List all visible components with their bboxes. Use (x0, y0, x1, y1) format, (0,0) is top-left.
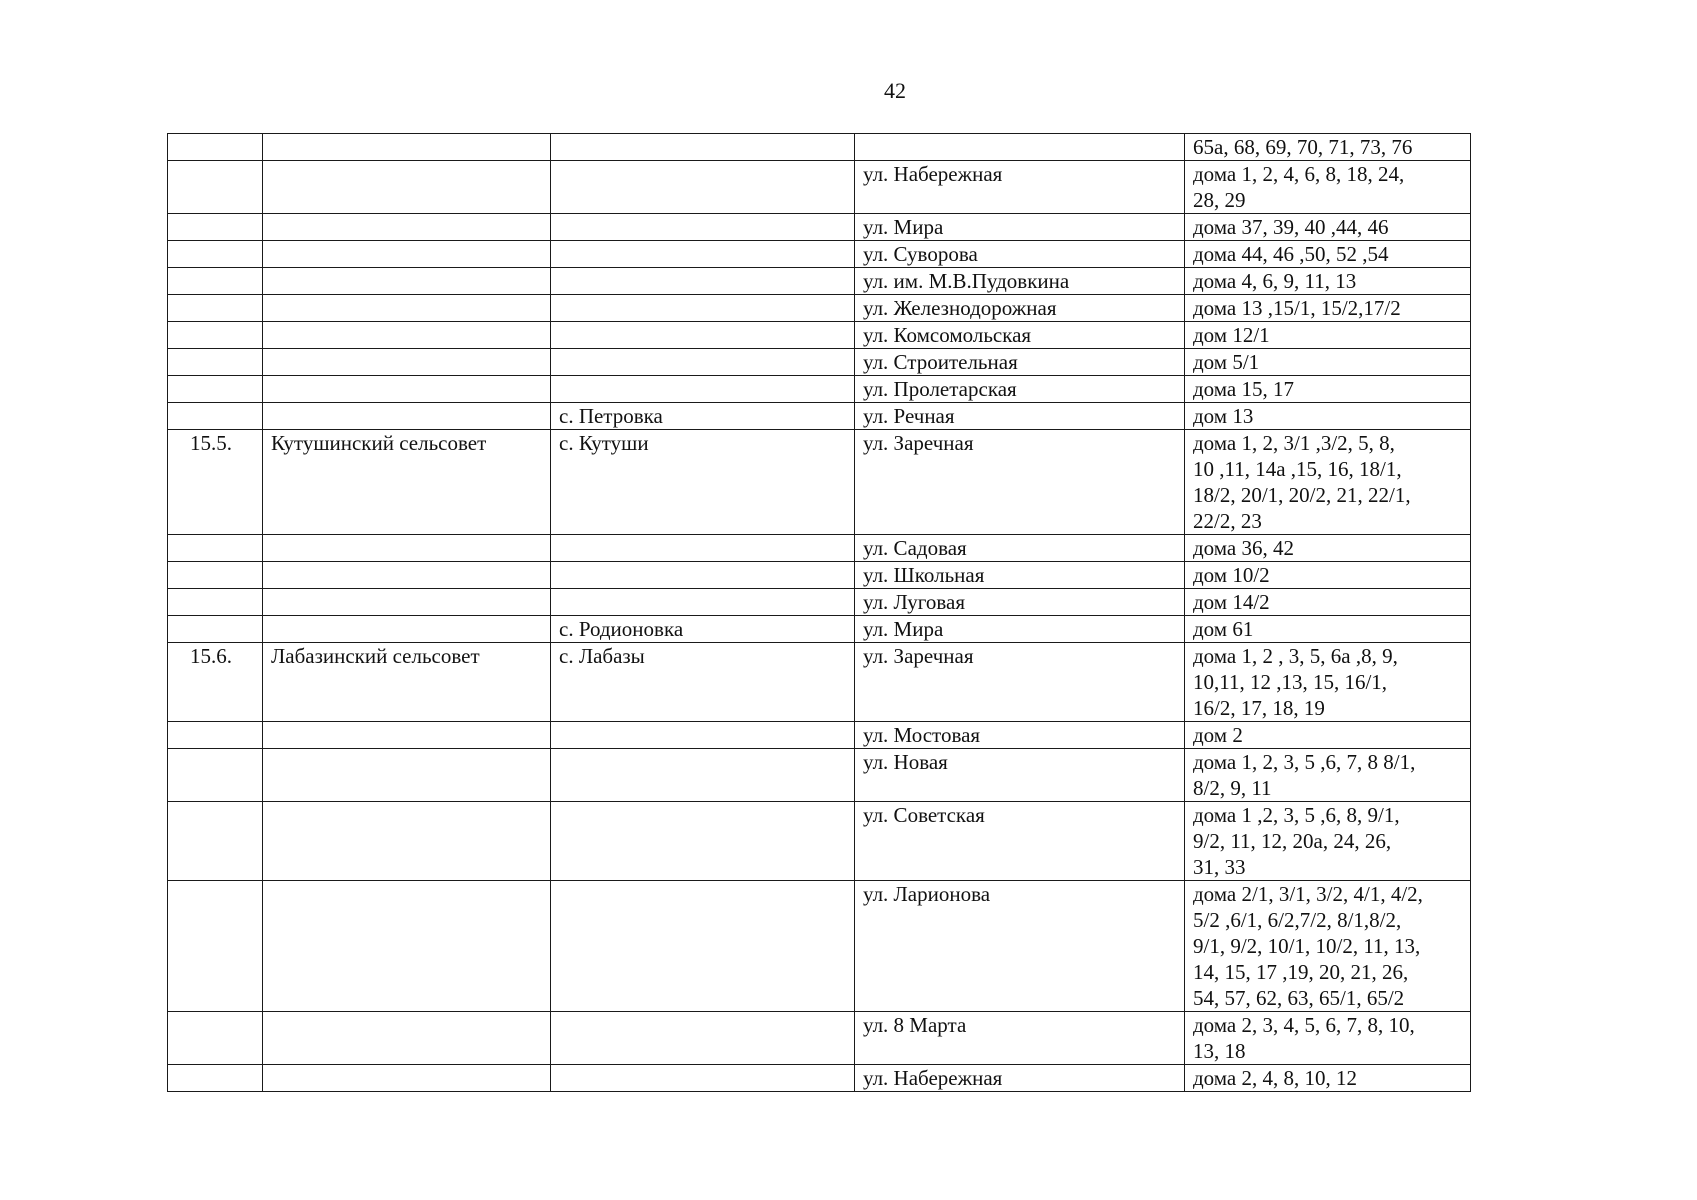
council-cell (263, 295, 551, 322)
council-cell (263, 722, 551, 749)
village-cell (551, 161, 855, 214)
table-row (168, 589, 1471, 616)
street-cell: ул. Железнодорожная (855, 295, 1185, 322)
council-cell (263, 241, 551, 268)
table-row (168, 376, 1471, 403)
item-number-cell (168, 376, 263, 403)
village-cell (551, 295, 855, 322)
street-cell: ул. Строительная (855, 349, 1185, 376)
item-number-cell (168, 322, 263, 349)
houses-cell: дома 15, 17 (1185, 376, 1471, 403)
item-number-cell (168, 616, 263, 643)
council-cell (263, 349, 551, 376)
village-cell (551, 749, 855, 802)
item-number-cell (168, 268, 263, 295)
houses-cell: дома 13 ,15/1, 15/2,17/2 (1185, 295, 1471, 322)
table-row (168, 802, 1471, 881)
houses-cell: дома 2/1, 3/1, 3/2, 4/1, 4/2, 5/2 ,6/1, 6/2,7/2, 8/1,8/2, 9/1, 9/2, 10/1, 10/2, 11, 13, 14, 15, 17 ,19, 20, 21, 26, 54, 57, 62, 63, 65/1, 65/2 (1185, 881, 1471, 1012)
village-cell (551, 376, 855, 403)
street-cell: ул. Ларионова (855, 881, 1185, 1012)
council-cell (263, 1012, 551, 1065)
street-cell: ул. Заречная (855, 430, 1185, 535)
table-row (168, 535, 1471, 562)
village-cell (551, 1012, 855, 1065)
street-cell: ул. Набережная (855, 161, 1185, 214)
council-cell (263, 802, 551, 881)
item-number-cell: 15.5. (168, 430, 263, 535)
houses-cell: дом 13 (1185, 403, 1471, 430)
council-cell (263, 322, 551, 349)
houses-cell: дом 12/1 (1185, 322, 1471, 349)
houses-cell: дома 1, 2, 3/1 ,3/2, 5, 8, 10 ,11, 14а ,15, 16, 18/1, 18/2, 20/1, 20/2, 21, 22/1, 22/2, 23 (1185, 430, 1471, 535)
address-table (167, 133, 1471, 1092)
item-number-cell (168, 802, 263, 881)
village-cell (551, 802, 855, 881)
item-number-cell: 15.6. (168, 643, 263, 722)
council-cell: Лабазинский сельсовет (263, 643, 551, 722)
houses-cell: дом 2 (1185, 722, 1471, 749)
item-number-cell (168, 214, 263, 241)
council-cell (263, 403, 551, 430)
item-number-cell (168, 535, 263, 562)
council-cell (263, 214, 551, 241)
item-number-cell (168, 134, 263, 161)
village-cell: с. Лабазы (551, 643, 855, 722)
item-number-cell (168, 722, 263, 749)
houses-cell: дома 1 ,2, 3, 5 ,6, 8, 9/1, 9/2, 11, 12, 20а, 24, 26, 31, 33 (1185, 802, 1471, 881)
houses-cell: 65а, 68, 69, 70, 71, 73, 76 (1185, 134, 1471, 161)
village-cell: с. Петровка (551, 403, 855, 430)
item-number-cell (168, 403, 263, 430)
table-row (168, 881, 1471, 1012)
street-cell: ул. им. М.В.Пудовкина (855, 268, 1185, 295)
village-cell (551, 241, 855, 268)
village-cell (551, 589, 855, 616)
houses-cell: дома 1, 2, 4, 6, 8, 18, 24, 28, 29 (1185, 161, 1471, 214)
address-table-body (168, 134, 1471, 1092)
council-cell (263, 1065, 551, 1092)
village-cell (551, 722, 855, 749)
item-number-cell (168, 1012, 263, 1065)
table-row (168, 1065, 1471, 1092)
houses-cell: дом 5/1 (1185, 349, 1471, 376)
houses-cell: дома 4, 6, 9, 11, 13 (1185, 268, 1471, 295)
item-number-cell (168, 589, 263, 616)
council-cell (263, 562, 551, 589)
street-cell: ул. Мира (855, 616, 1185, 643)
street-cell: ул. Мира (855, 214, 1185, 241)
village-cell (551, 134, 855, 161)
street-cell: ул. 8 Марта (855, 1012, 1185, 1065)
table-row (168, 722, 1471, 749)
village-cell: с. Кутуши (551, 430, 855, 535)
street-cell: ул. Заречная (855, 643, 1185, 722)
houses-cell: дом 14/2 (1185, 589, 1471, 616)
council-cell: Кутушинский сельсовет (263, 430, 551, 535)
council-cell (263, 161, 551, 214)
council-cell (263, 376, 551, 403)
table-row (168, 295, 1471, 322)
item-number-cell (168, 295, 263, 322)
street-cell: ул. Суворова (855, 241, 1185, 268)
village-cell (551, 881, 855, 1012)
village-cell (551, 268, 855, 295)
item-number-cell (168, 241, 263, 268)
table-row (168, 643, 1471, 722)
item-number-cell (168, 1065, 263, 1092)
houses-cell: дома 1, 2, 3, 5 ,6, 7, 8 8/1, 8/2, 9, 11 (1185, 749, 1471, 802)
street-cell: ул. Новая (855, 749, 1185, 802)
street-cell: ул. Советская (855, 802, 1185, 881)
houses-cell: дом 10/2 (1185, 562, 1471, 589)
village-cell (551, 562, 855, 589)
village-cell (551, 535, 855, 562)
village-cell (551, 214, 855, 241)
council-cell (263, 616, 551, 643)
council-cell (263, 589, 551, 616)
table-row (168, 349, 1471, 376)
street-cell (855, 134, 1185, 161)
page-number: 42 (884, 78, 906, 103)
table-row (168, 1012, 1471, 1065)
item-number-cell (168, 749, 263, 802)
item-number-cell (168, 161, 263, 214)
village-cell: с. Родионовка (551, 616, 855, 643)
houses-cell: дома 36, 42 (1185, 535, 1471, 562)
table-row (168, 134, 1471, 161)
street-cell: ул. Луговая (855, 589, 1185, 616)
table-row (168, 214, 1471, 241)
council-cell (263, 749, 551, 802)
houses-cell: дома 2, 3, 4, 5, 6, 7, 8, 10, 13, 18 (1185, 1012, 1471, 1065)
street-cell: ул. Комсомольская (855, 322, 1185, 349)
table-row (168, 161, 1471, 214)
table-row (168, 430, 1471, 535)
council-cell (263, 535, 551, 562)
street-cell: ул. Садовая (855, 535, 1185, 562)
houses-cell: дома 44, 46 ,50, 52 ,54 (1185, 241, 1471, 268)
street-cell: ул. Школьная (855, 562, 1185, 589)
houses-cell: дома 2, 4, 8, 10, 12 (1185, 1065, 1471, 1092)
village-cell (551, 349, 855, 376)
houses-cell: дома 37, 39, 40 ,44, 46 (1185, 214, 1471, 241)
item-number-cell (168, 562, 263, 589)
village-cell (551, 322, 855, 349)
street-cell: ул. Пролетарская (855, 376, 1185, 403)
houses-cell: дом 61 (1185, 616, 1471, 643)
table-row (168, 616, 1471, 643)
table-row (168, 268, 1471, 295)
table-row (168, 241, 1471, 268)
street-cell: ул. Речная (855, 403, 1185, 430)
village-cell (551, 1065, 855, 1092)
table-row (168, 562, 1471, 589)
street-cell: ул. Набережная (855, 1065, 1185, 1092)
council-cell (263, 881, 551, 1012)
council-cell (263, 134, 551, 161)
table-row (168, 749, 1471, 802)
street-cell: ул. Мостовая (855, 722, 1185, 749)
table-row (168, 403, 1471, 430)
item-number-cell (168, 349, 263, 376)
houses-cell: дома 1, 2 , 3, 5, 6а ,8, 9, 10,11, 12 ,13, 15, 16/1, 16/2, 17, 18, 19 (1185, 643, 1471, 722)
table-row (168, 322, 1471, 349)
item-number-cell (168, 881, 263, 1012)
council-cell (263, 268, 551, 295)
